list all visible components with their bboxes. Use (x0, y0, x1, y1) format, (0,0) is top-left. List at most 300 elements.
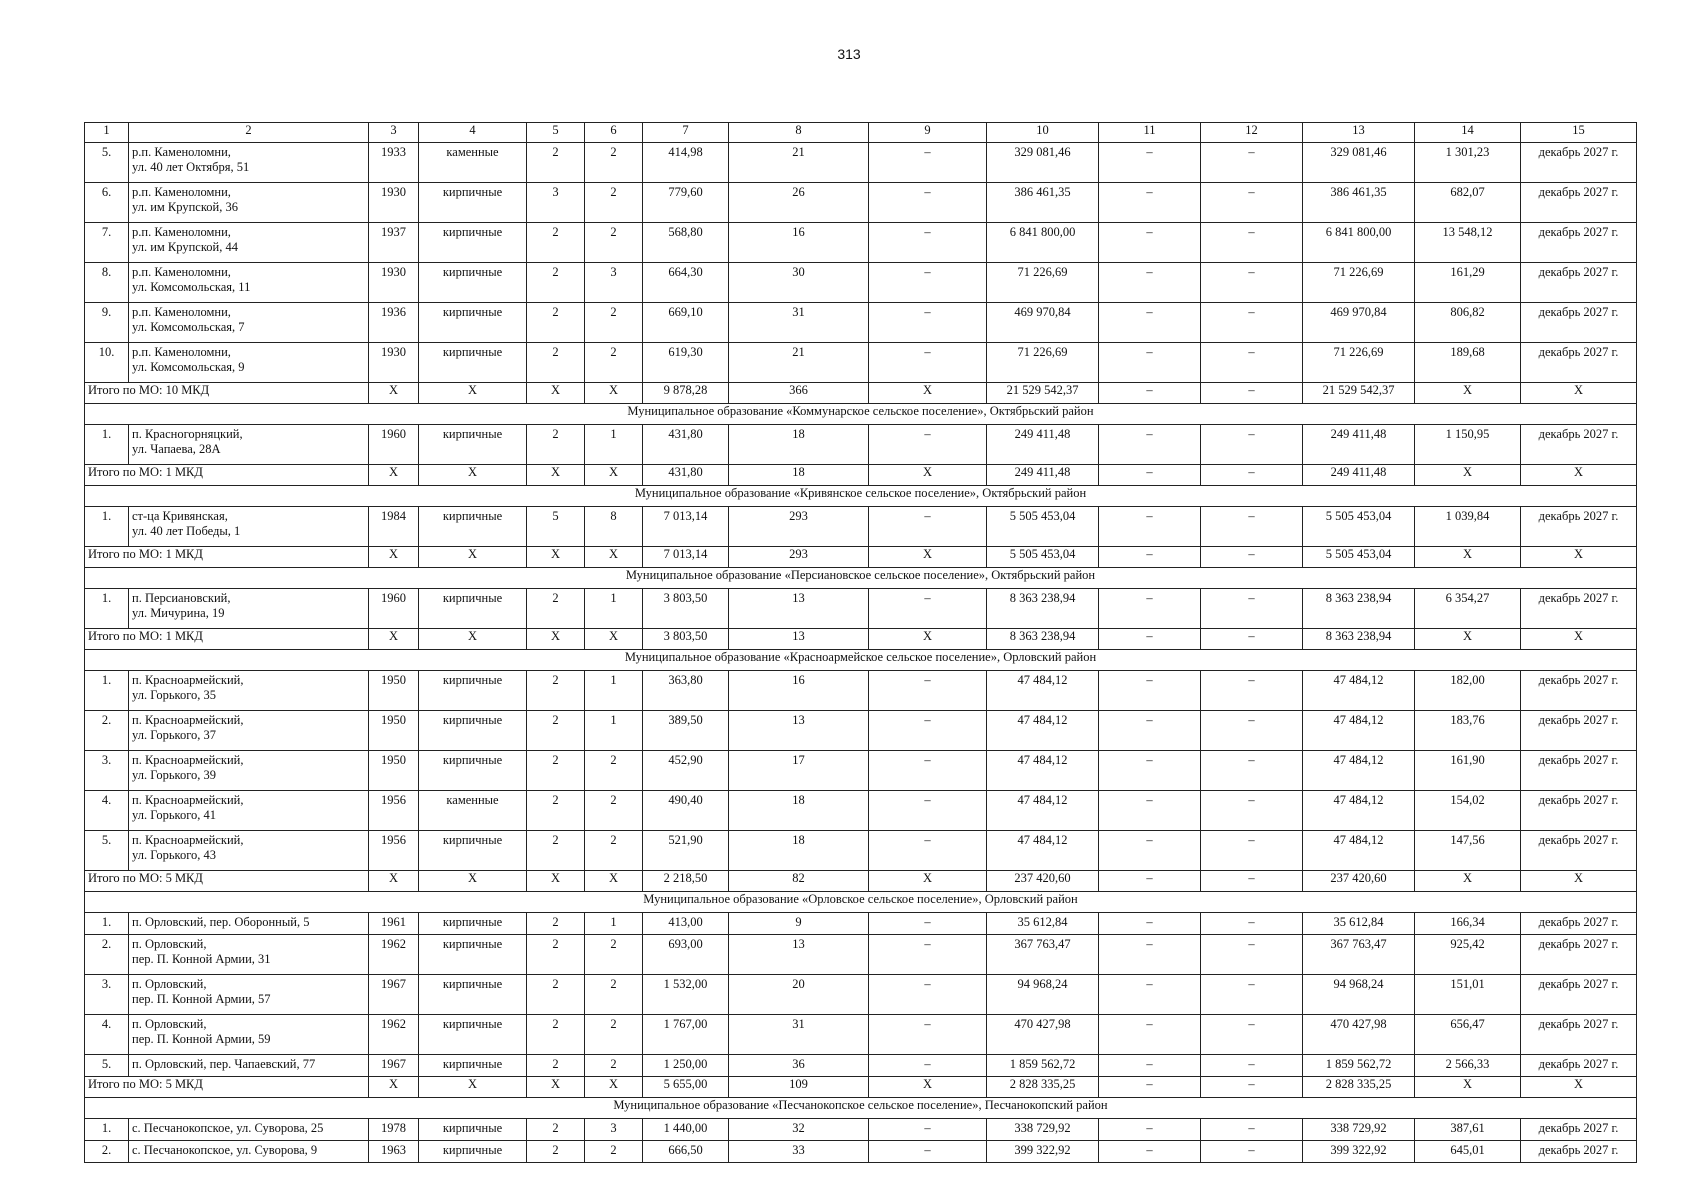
address-line: р.п. Каменоломни, (132, 345, 231, 359)
total-c8: 109 (729, 1077, 869, 1098)
cell-floors: 3 (527, 183, 585, 223)
cell-c15: декабрь 2027 г. (1521, 751, 1637, 791)
address-cell (129, 1119, 369, 1141)
cell-c13: 8 363 238,94 (1303, 589, 1415, 629)
building-row (85, 711, 1637, 751)
column-number-cell: 12 (1201, 123, 1303, 143)
cell-people: 18 (729, 831, 869, 871)
cell-c14: 13 548,12 (1415, 223, 1521, 263)
cell-c13: 386 461,35 (1303, 183, 1415, 223)
cell-wall: кирпичные (419, 711, 527, 751)
cell-c11: – (1099, 1119, 1201, 1141)
cell-c13: 469 970,84 (1303, 303, 1415, 343)
municipality-header-row (85, 404, 1637, 425)
cell-wall: кирпичные (419, 507, 527, 547)
cell-ent: 1 (585, 671, 643, 711)
cell-area: 1 532,00 (643, 975, 729, 1015)
cell-c15: декабрь 2027 г. (1521, 913, 1637, 935)
cell-c13: 338 729,92 (1303, 1119, 1415, 1141)
address-line: п. Орловский, (132, 977, 207, 991)
row-number-cell: 2. (85, 1141, 129, 1163)
cell-c15: декабрь 2027 г. (1521, 1015, 1637, 1055)
total-c7: 9 878,28 (643, 383, 729, 404)
cell-ent: 3 (585, 263, 643, 303)
address-line: ул. Чапаева, 28А (132, 442, 221, 456)
cell-ent: 1 (585, 589, 643, 629)
municipality-total-row (85, 465, 1637, 486)
cell-year: 1930 (369, 183, 419, 223)
municipality-title: Муниципальное образование «Красноармейское сельское поселение», Орловский район (85, 650, 1637, 671)
cell-c12: – (1201, 1015, 1303, 1055)
total-c3: X (369, 547, 419, 568)
cell-floors: 2 (527, 913, 585, 935)
cell-area: 693,00 (643, 935, 729, 975)
cell-wall: кирпичные (419, 831, 527, 871)
cell-c12: – (1201, 263, 1303, 303)
address-cell (129, 263, 369, 303)
cell-floors: 2 (527, 425, 585, 465)
cell-c9: – (869, 303, 987, 343)
cell-c14: 166,34 (1415, 913, 1521, 935)
cell-people: 30 (729, 263, 869, 303)
cell-floors: 2 (527, 831, 585, 871)
total-c9: X (869, 547, 987, 568)
cell-c10: 470 427,98 (987, 1015, 1099, 1055)
cell-people: 9 (729, 913, 869, 935)
cell-ent: 2 (585, 223, 643, 263)
address-cell (129, 425, 369, 465)
cell-year: 1930 (369, 343, 419, 383)
cell-c14: 387,61 (1415, 1119, 1521, 1141)
total-c13: 5 505 453,04 (1303, 547, 1415, 568)
cell-ent: 1 (585, 711, 643, 751)
total-c6: X (585, 465, 643, 486)
cell-c13: 71 226,69 (1303, 343, 1415, 383)
total-c5: X (527, 383, 585, 404)
cell-people: 20 (729, 975, 869, 1015)
cell-c13: 35 612,84 (1303, 913, 1415, 935)
cell-c11: – (1099, 589, 1201, 629)
cell-ent: 2 (585, 831, 643, 871)
cell-area: 669,10 (643, 303, 729, 343)
address-line: п. Орловский, пер. Оборонный, 5 (132, 915, 310, 929)
address-cell (129, 1015, 369, 1055)
cell-c10: 329 081,46 (987, 143, 1099, 183)
municipality-total-row (85, 383, 1637, 404)
cell-c9: – (869, 975, 987, 1015)
address-cell (129, 507, 369, 547)
cell-c14: 645,01 (1415, 1141, 1521, 1163)
cell-floors: 2 (527, 1119, 585, 1141)
municipality-title: Муниципальное образование «Персиановское сельское поселение», Октябрьский район (85, 568, 1637, 589)
cell-c15: декабрь 2027 г. (1521, 1055, 1637, 1077)
total-c6: X (585, 383, 643, 404)
row-number-cell: 1. (85, 671, 129, 711)
cell-floors: 2 (527, 1055, 585, 1077)
address-cell (129, 913, 369, 935)
cell-ent: 2 (585, 343, 643, 383)
total-c10: 21 529 542,37 (987, 383, 1099, 404)
row-number-cell: 1. (85, 425, 129, 465)
building-row (85, 791, 1637, 831)
cell-wall: кирпичные (419, 671, 527, 711)
municipality-header-row (85, 568, 1637, 589)
cell-floors: 2 (527, 263, 585, 303)
column-number-cell: 13 (1303, 123, 1415, 143)
address-cell (129, 143, 369, 183)
cell-year: 1930 (369, 263, 419, 303)
cell-people: 21 (729, 143, 869, 183)
row-number-cell: 4. (85, 791, 129, 831)
cell-people: 36 (729, 1055, 869, 1077)
building-row (85, 913, 1637, 935)
address-line: п. Красногорняцкий, (132, 427, 243, 441)
address-cell (129, 1055, 369, 1077)
total-c15: X (1521, 465, 1637, 486)
total-c9: X (869, 1077, 987, 1098)
cell-c9: – (869, 1119, 987, 1141)
cell-people: 13 (729, 589, 869, 629)
cell-wall: кирпичные (419, 1015, 527, 1055)
cell-people: 13 (729, 711, 869, 751)
total-c5: X (527, 629, 585, 650)
cell-c13: 47 484,12 (1303, 831, 1415, 871)
column-number-row (85, 123, 1637, 143)
cell-c9: – (869, 343, 987, 383)
cell-year: 1936 (369, 303, 419, 343)
cell-wall: каменные (419, 143, 527, 183)
column-number-cell: 7 (643, 123, 729, 143)
total-c3: X (369, 465, 419, 486)
municipality-header-row (85, 486, 1637, 507)
cell-c12: – (1201, 223, 1303, 263)
cell-c9: – (869, 935, 987, 975)
address-line: п. Красноармейский, (132, 713, 244, 727)
cell-area: 666,50 (643, 1141, 729, 1163)
cell-c9: – (869, 183, 987, 223)
total-c7: 7 013,14 (643, 547, 729, 568)
column-number-cell: 5 (527, 123, 585, 143)
total-c10: 8 363 238,94 (987, 629, 1099, 650)
total-c13: 2 828 335,25 (1303, 1077, 1415, 1098)
cell-wall: кирпичные (419, 1055, 527, 1077)
cell-people: 31 (729, 1015, 869, 1055)
cell-ent: 2 (585, 303, 643, 343)
row-number-cell: 1. (85, 589, 129, 629)
cell-c9: – (869, 1141, 987, 1163)
cell-c11: – (1099, 1141, 1201, 1163)
cell-c15: декабрь 2027 г. (1521, 263, 1637, 303)
address-line: р.п. Каменоломни, (132, 145, 231, 159)
total-label: Итого по МО: 10 МКД (85, 383, 369, 404)
cell-floors: 2 (527, 303, 585, 343)
address-line: ул. Мичурина, 19 (132, 606, 225, 620)
address-line: с. Песчанокопское, ул. Суворова, 9 (132, 1143, 318, 1157)
municipality-header-row (85, 892, 1637, 913)
cell-area: 568,80 (643, 223, 729, 263)
total-c6: X (585, 629, 643, 650)
address-line: ул. Горького, 41 (132, 808, 217, 822)
cell-c13: 47 484,12 (1303, 671, 1415, 711)
building-row (85, 935, 1637, 975)
address-line: п. Персиановский, (132, 591, 231, 605)
cell-c15: декабрь 2027 г. (1521, 1119, 1637, 1141)
column-number-cell: 3 (369, 123, 419, 143)
building-row (85, 223, 1637, 263)
cell-year: 1960 (369, 589, 419, 629)
cell-c9: – (869, 831, 987, 871)
cell-c9: – (869, 751, 987, 791)
cell-c11: – (1099, 975, 1201, 1015)
cell-c9: – (869, 711, 987, 751)
row-number-cell: 3. (85, 975, 129, 1015)
cell-c14: 1 150,95 (1415, 425, 1521, 465)
total-label: Итого по МО: 5 МКД (85, 1077, 369, 1098)
cell-year: 1963 (369, 1141, 419, 1163)
cell-people: 18 (729, 425, 869, 465)
cell-floors: 2 (527, 1141, 585, 1163)
total-c13: 8 363 238,94 (1303, 629, 1415, 650)
address-line: р.п. Каменоломни, (132, 225, 231, 239)
cell-c11: – (1099, 263, 1201, 303)
cell-ent: 2 (585, 975, 643, 1015)
total-c7: 3 803,50 (643, 629, 729, 650)
row-number-cell: 5. (85, 1055, 129, 1077)
cell-ent: 2 (585, 1055, 643, 1077)
cell-ent: 1 (585, 425, 643, 465)
cell-c11: – (1099, 935, 1201, 975)
total-c4: X (419, 1077, 527, 1098)
address-cell (129, 223, 369, 263)
cell-people: 21 (729, 343, 869, 383)
cell-area: 413,00 (643, 913, 729, 935)
cell-c13: 470 427,98 (1303, 1015, 1415, 1055)
address-line: пер. П. Конной Армии, 59 (132, 1032, 271, 1046)
cell-c13: 47 484,12 (1303, 711, 1415, 751)
cell-c10: 367 763,47 (987, 935, 1099, 975)
cell-c15: декабрь 2027 г. (1521, 711, 1637, 751)
cell-c15: декабрь 2027 г. (1521, 343, 1637, 383)
cell-c14: 656,47 (1415, 1015, 1521, 1055)
building-row (85, 425, 1637, 465)
cell-c11: – (1099, 425, 1201, 465)
total-c13: 21 529 542,37 (1303, 383, 1415, 404)
cell-c12: – (1201, 831, 1303, 871)
address-line: ул. Горького, 39 (132, 768, 217, 782)
total-c8: 18 (729, 465, 869, 486)
row-number-cell: 5. (85, 831, 129, 871)
total-c9: X (869, 465, 987, 486)
cell-c10: 399 322,92 (987, 1141, 1099, 1163)
cell-c15: декабрь 2027 г. (1521, 975, 1637, 1015)
cell-year: 1984 (369, 507, 419, 547)
address-cell (129, 751, 369, 791)
cell-wall: кирпичные (419, 343, 527, 383)
cell-c11: – (1099, 1055, 1201, 1077)
address-line: п. Красноармейский, (132, 753, 244, 767)
cell-c14: 183,76 (1415, 711, 1521, 751)
cell-wall: кирпичные (419, 1141, 527, 1163)
address-line: п. Орловский, (132, 937, 207, 951)
column-number-cell: 9 (869, 123, 987, 143)
municipality-total-row (85, 871, 1637, 892)
cell-c9: – (869, 507, 987, 547)
total-c11: – (1099, 629, 1201, 650)
cell-c10: 47 484,12 (987, 831, 1099, 871)
cell-c12: – (1201, 935, 1303, 975)
cell-wall: каменные (419, 791, 527, 831)
address-line: п. Красноармейский, (132, 673, 244, 687)
total-label: Итого по МО: 1 МКД (85, 465, 369, 486)
cell-ent: 2 (585, 791, 643, 831)
total-c12: – (1201, 547, 1303, 568)
cell-wall: кирпичные (419, 935, 527, 975)
cell-c13: 329 081,46 (1303, 143, 1415, 183)
cell-floors: 2 (527, 143, 585, 183)
cell-people: 33 (729, 1141, 869, 1163)
address-line: п. Красноармейский, (132, 833, 244, 847)
total-c10: 249 411,48 (987, 465, 1099, 486)
municipality-title: Муниципальное образование «Песчанокопское сельское поселение», Песчанокопский район (85, 1098, 1637, 1119)
cell-people: 26 (729, 183, 869, 223)
cell-area: 452,90 (643, 751, 729, 791)
address-line: ул. Комсомольская, 11 (132, 280, 251, 294)
cell-c14: 161,90 (1415, 751, 1521, 791)
cell-c14: 925,42 (1415, 935, 1521, 975)
address-cell (129, 711, 369, 751)
cell-wall: кирпичные (419, 975, 527, 1015)
cell-c13: 249 411,48 (1303, 425, 1415, 465)
total-c8: 13 (729, 629, 869, 650)
cell-c15: декабрь 2027 г. (1521, 935, 1637, 975)
address-line: ул. Горького, 37 (132, 728, 217, 742)
municipality-title: Муниципальное образование «Коммунарское сельское поселение», Октябрьский район (85, 404, 1637, 425)
total-c12: – (1201, 1077, 1303, 1098)
address-line: п. Орловский, пер. Чапаевский, 77 (132, 1057, 316, 1071)
municipality-header-row (85, 650, 1637, 671)
cell-c10: 1 859 562,72 (987, 1055, 1099, 1077)
address-line: ст-ца Кривянская, (132, 509, 228, 523)
cell-c13: 399 322,92 (1303, 1141, 1415, 1163)
row-number-cell: 1. (85, 507, 129, 547)
cell-c10: 5 505 453,04 (987, 507, 1099, 547)
cell-c10: 47 484,12 (987, 751, 1099, 791)
total-c14: X (1415, 465, 1521, 486)
cell-area: 619,30 (643, 343, 729, 383)
cell-c14: 189,68 (1415, 343, 1521, 383)
building-row (85, 1055, 1637, 1077)
total-c7: 5 655,00 (643, 1077, 729, 1098)
cell-c12: – (1201, 913, 1303, 935)
cell-c12: – (1201, 343, 1303, 383)
address-line: пер. П. Конной Армии, 57 (132, 992, 271, 1006)
cell-c11: – (1099, 831, 1201, 871)
building-row (85, 975, 1637, 1015)
cell-c15: декабрь 2027 г. (1521, 1141, 1637, 1163)
total-c10: 5 505 453,04 (987, 547, 1099, 568)
cell-c14: 806,82 (1415, 303, 1521, 343)
total-label: Итого по МО: 5 МКД (85, 871, 369, 892)
cell-c15: декабрь 2027 г. (1521, 671, 1637, 711)
address-cell (129, 303, 369, 343)
cell-c12: – (1201, 589, 1303, 629)
cell-c11: – (1099, 223, 1201, 263)
address-cell (129, 791, 369, 831)
cell-c9: – (869, 1015, 987, 1055)
address-line: ул. Комсомольская, 7 (132, 320, 245, 334)
building-row (85, 507, 1637, 547)
municipality-total-row (85, 1077, 1637, 1098)
cell-people: 16 (729, 671, 869, 711)
cell-area: 7 013,14 (643, 507, 729, 547)
cell-area: 363,80 (643, 671, 729, 711)
address-cell (129, 589, 369, 629)
total-c4: X (419, 629, 527, 650)
cell-c12: – (1201, 711, 1303, 751)
cell-c11: – (1099, 671, 1201, 711)
address-line: ул. 40 лет Октября, 51 (132, 160, 250, 174)
row-number-cell: 6. (85, 183, 129, 223)
cell-c13: 5 505 453,04 (1303, 507, 1415, 547)
cell-c13: 47 484,12 (1303, 751, 1415, 791)
cell-c10: 338 729,92 (987, 1119, 1099, 1141)
cell-wall: кирпичные (419, 303, 527, 343)
cell-c11: – (1099, 913, 1201, 935)
total-c4: X (419, 465, 527, 486)
cell-floors: 2 (527, 223, 585, 263)
total-c9: X (869, 383, 987, 404)
cell-c12: – (1201, 1141, 1303, 1163)
total-label: Итого по МО: 1 МКД (85, 547, 369, 568)
address-line: ул. им Крупской, 44 (132, 240, 238, 254)
building-row (85, 1119, 1637, 1141)
cell-c11: – (1099, 303, 1201, 343)
cell-people: 31 (729, 303, 869, 343)
total-c6: X (585, 1077, 643, 1098)
cell-people: 17 (729, 751, 869, 791)
page-number: 313 (837, 46, 861, 62)
column-number-cell: 4 (419, 123, 527, 143)
total-c15: X (1521, 1077, 1637, 1098)
table-body (85, 123, 1637, 1163)
cell-c14: 151,01 (1415, 975, 1521, 1015)
building-row (85, 751, 1637, 791)
column-number-cell: 6 (585, 123, 643, 143)
address-line: ул. Горького, 43 (132, 848, 217, 862)
row-number-cell: 4. (85, 1015, 129, 1055)
address-cell (129, 183, 369, 223)
cell-c12: – (1201, 507, 1303, 547)
total-c3: X (369, 383, 419, 404)
cell-c12: – (1201, 143, 1303, 183)
total-c9: X (869, 629, 987, 650)
cell-c12: – (1201, 1055, 1303, 1077)
municipality-header-row (85, 1098, 1637, 1119)
cell-wall: кирпичные (419, 913, 527, 935)
building-row (85, 589, 1637, 629)
cell-c10: 47 484,12 (987, 791, 1099, 831)
cell-floors: 2 (527, 791, 585, 831)
cell-people: 32 (729, 1119, 869, 1141)
cell-wall: кирпичные (419, 751, 527, 791)
address-line: ул. им Крупской, 36 (132, 200, 238, 214)
cell-floors: 2 (527, 751, 585, 791)
cell-c13: 47 484,12 (1303, 791, 1415, 831)
row-number-cell: 8. (85, 263, 129, 303)
cell-c15: декабрь 2027 г. (1521, 425, 1637, 465)
total-c9: X (869, 871, 987, 892)
cell-c15: декабрь 2027 г. (1521, 831, 1637, 871)
